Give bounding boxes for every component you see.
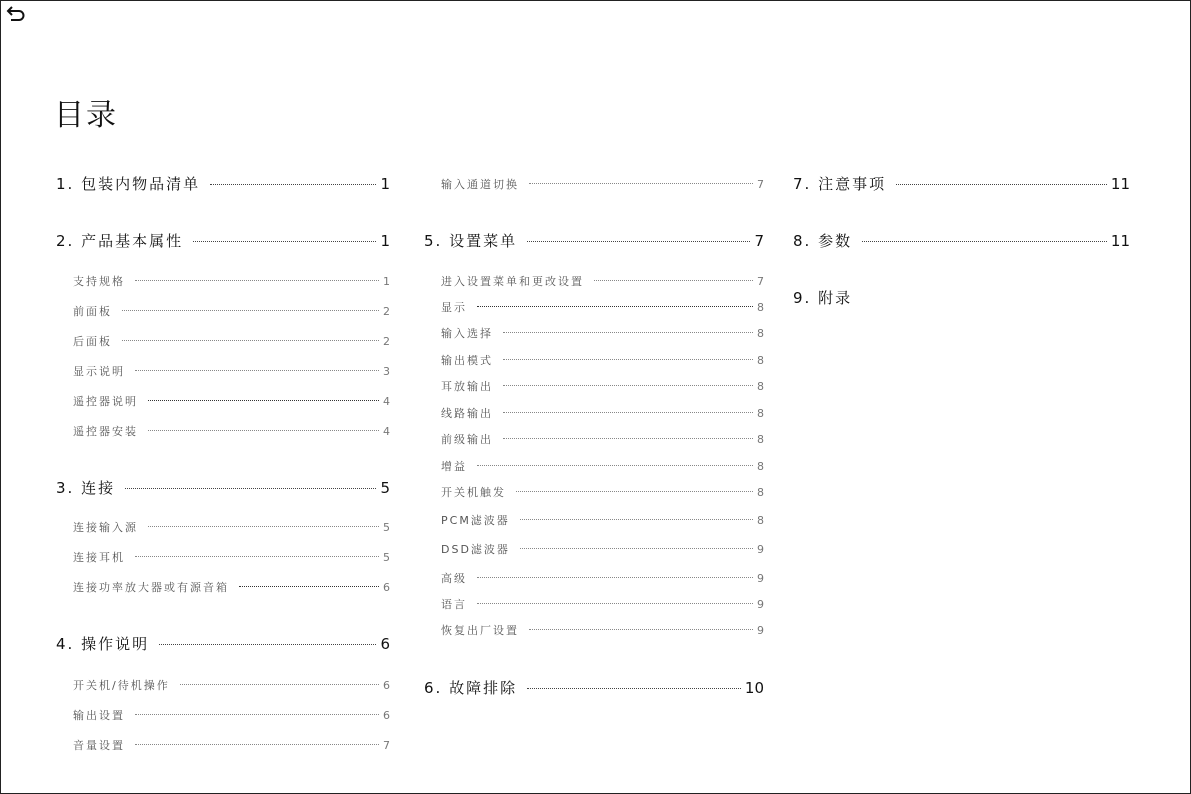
entry-title: 遥控器说明	[73, 395, 138, 408]
dot-leader	[520, 519, 753, 520]
page-number: 8	[757, 327, 764, 340]
entry-title: 9. 附录	[793, 289, 853, 307]
toc-entry-section-4[interactable]	[56, 633, 390, 654]
dot-leader	[148, 430, 379, 431]
page-number: 9	[757, 624, 764, 637]
entry-title: 3. 连接	[56, 479, 116, 497]
dot-leader	[477, 603, 753, 604]
entry-title: 连接耳机	[73, 551, 125, 564]
entry-title: 恢复出厂设置	[441, 624, 519, 637]
page-number: 8	[757, 514, 764, 527]
toc-subentry[interactable]	[424, 299, 764, 315]
dot-leader	[239, 586, 379, 587]
toc-subentry[interactable]	[56, 677, 390, 693]
dot-leader	[135, 370, 379, 371]
toc-entry-section-9[interactable]	[793, 287, 1130, 308]
page-number: 7	[757, 178, 764, 191]
entry-title: DSD滤波器	[441, 543, 510, 556]
page-number: 5	[380, 479, 390, 497]
entry-title: 支持规格	[73, 275, 125, 288]
page-number: 6	[383, 679, 390, 692]
back-arrow-icon[interactable]	[6, 5, 26, 23]
entry-title: 输出模式	[441, 354, 493, 367]
entry-title: 前级输出	[441, 433, 493, 446]
page-number: 8	[757, 380, 764, 393]
entry-title: 线路输出	[441, 407, 493, 420]
dot-leader	[503, 385, 753, 386]
dot-leader	[503, 438, 753, 439]
toc-entry-section-7[interactable]	[793, 173, 1130, 194]
entry-title: 输入选择	[441, 327, 493, 340]
dot-leader	[135, 714, 379, 715]
page-number: 4	[383, 425, 390, 438]
dot-leader	[503, 412, 753, 413]
page-number: 8	[757, 486, 764, 499]
page-number: 10	[744, 679, 764, 697]
entry-title: 8. 参数	[793, 232, 853, 250]
dot-leader	[210, 184, 376, 185]
page-number: 6	[383, 709, 390, 722]
dot-leader	[122, 310, 379, 311]
dot-leader	[529, 183, 753, 184]
page-number: 4	[383, 395, 390, 408]
page-number: 6	[380, 635, 390, 653]
page-number: 7	[383, 739, 390, 752]
entry-title: 1. 包装内物品清单	[56, 175, 201, 193]
toc-subentry[interactable]	[424, 484, 764, 500]
toc-subentry[interactable]	[424, 570, 764, 586]
entry-title: 进入设置菜单和更改设置	[441, 275, 584, 288]
toc-subentry[interactable]	[56, 707, 390, 723]
page-number: 11	[1110, 175, 1130, 193]
entry-title: 开关机触发	[441, 486, 506, 499]
entry-title: 前面板	[73, 305, 112, 318]
toc-subentry[interactable]	[424, 352, 764, 368]
toc-subentry[interactable]	[424, 622, 764, 638]
page-number: 8	[757, 354, 764, 367]
dot-leader	[477, 306, 753, 307]
entry-title: 开关机/待机操作	[73, 679, 170, 692]
entry-title: 耳放输出	[441, 380, 493, 393]
entry-title: 增益	[441, 460, 467, 473]
dot-leader	[180, 684, 379, 685]
page-title: 目录	[54, 98, 118, 133]
entry-title: 音量设置	[73, 739, 125, 752]
dot-leader	[477, 465, 753, 466]
toc-entry-section-1[interactable]	[56, 173, 390, 194]
entry-title: 连接输入源	[73, 521, 138, 534]
toc-subentry[interactable]	[424, 596, 764, 612]
toc-subentry[interactable]	[56, 333, 390, 349]
dot-leader	[527, 688, 741, 689]
page-number: 7	[754, 232, 764, 250]
dot-leader	[135, 744, 379, 745]
page-number: 1	[380, 232, 390, 250]
entry-title: 高级	[441, 572, 467, 585]
dot-leader	[503, 332, 753, 333]
page-number: 1	[383, 275, 390, 288]
page-number: 5	[383, 521, 390, 534]
entry-title: 7. 注意事项	[793, 175, 887, 193]
entry-title: 输出设置	[73, 709, 125, 722]
toc-subentry[interactable]	[424, 512, 764, 528]
toc-subentry[interactable]	[424, 378, 764, 394]
entry-title: 5. 设置菜单	[424, 232, 518, 250]
page-number: 9	[757, 598, 764, 611]
page-number: 2	[383, 335, 390, 348]
toc-subentry[interactable]	[56, 549, 390, 565]
toc-entry-section-5[interactable]	[424, 230, 764, 251]
dot-leader	[193, 241, 376, 242]
page-number: 2	[383, 305, 390, 318]
page-number: 6	[383, 581, 390, 594]
toc-subentry[interactable]	[56, 737, 390, 753]
toc-subentry[interactable]	[424, 273, 764, 289]
page-number: 5	[383, 551, 390, 564]
dot-leader	[477, 577, 753, 578]
dot-leader	[148, 526, 379, 527]
toc-entry-section-8[interactable]	[793, 230, 1130, 251]
toc-subentry[interactable]	[56, 273, 390, 289]
toc-subentry[interactable]	[56, 393, 390, 409]
page-number: 11	[1110, 232, 1130, 250]
entry-title: 连接功率放大器或有源音箱	[73, 581, 229, 594]
page-number: 8	[757, 301, 764, 314]
toc-subentry[interactable]	[56, 519, 390, 535]
page-number: 9	[757, 543, 764, 556]
dot-leader	[862, 241, 1107, 242]
dot-leader	[159, 644, 376, 645]
page-number: 3	[383, 365, 390, 378]
toc-subentry[interactable]	[56, 423, 390, 439]
page-number: 7	[757, 275, 764, 288]
entry-title: PCM滤波器	[441, 514, 510, 527]
page-number: 8	[757, 433, 764, 446]
dot-leader	[516, 491, 753, 492]
toc-subentry[interactable]	[56, 579, 390, 595]
toc-subentry[interactable]	[424, 431, 764, 447]
toc-subentry[interactable]	[424, 458, 764, 474]
page-number: 1	[380, 175, 390, 193]
entry-title: 显示说明	[73, 365, 125, 378]
entry-title: 6. 故障排除	[424, 679, 518, 697]
toc-subentry[interactable]	[424, 325, 764, 341]
page-number: 8	[757, 407, 764, 420]
entry-title: 输入通道切换	[441, 178, 519, 191]
entry-title: 4. 操作说明	[56, 635, 150, 653]
dot-leader	[520, 548, 753, 549]
entry-title: 语言	[441, 598, 467, 611]
toc-subentry[interactable]	[56, 363, 390, 379]
toc-subentry[interactable]	[424, 176, 764, 192]
toc-entry-section-6[interactable]	[424, 677, 764, 698]
dot-leader	[135, 280, 379, 281]
dot-leader	[125, 488, 376, 489]
toc-entry-section-2[interactable]	[56, 230, 390, 251]
dot-leader	[122, 340, 379, 341]
dot-leader	[503, 359, 753, 360]
dot-leader	[148, 400, 379, 401]
dot-leader	[896, 184, 1107, 185]
toc-entry-section-3[interactable]	[56, 477, 390, 498]
toc-subentry[interactable]	[424, 541, 764, 557]
toc-subentry[interactable]	[56, 303, 390, 319]
entry-title: 遥控器安装	[73, 425, 138, 438]
page-number: 9	[757, 572, 764, 585]
dot-leader	[529, 629, 753, 630]
dot-leader	[594, 280, 753, 281]
page-number: 8	[757, 460, 764, 473]
entry-title: 后面板	[73, 335, 112, 348]
dot-leader	[135, 556, 379, 557]
entry-title: 显示	[441, 301, 467, 314]
entry-title: 2. 产品基本属性	[56, 232, 184, 250]
toc-subentry[interactable]	[424, 405, 764, 421]
dot-leader	[527, 241, 750, 242]
